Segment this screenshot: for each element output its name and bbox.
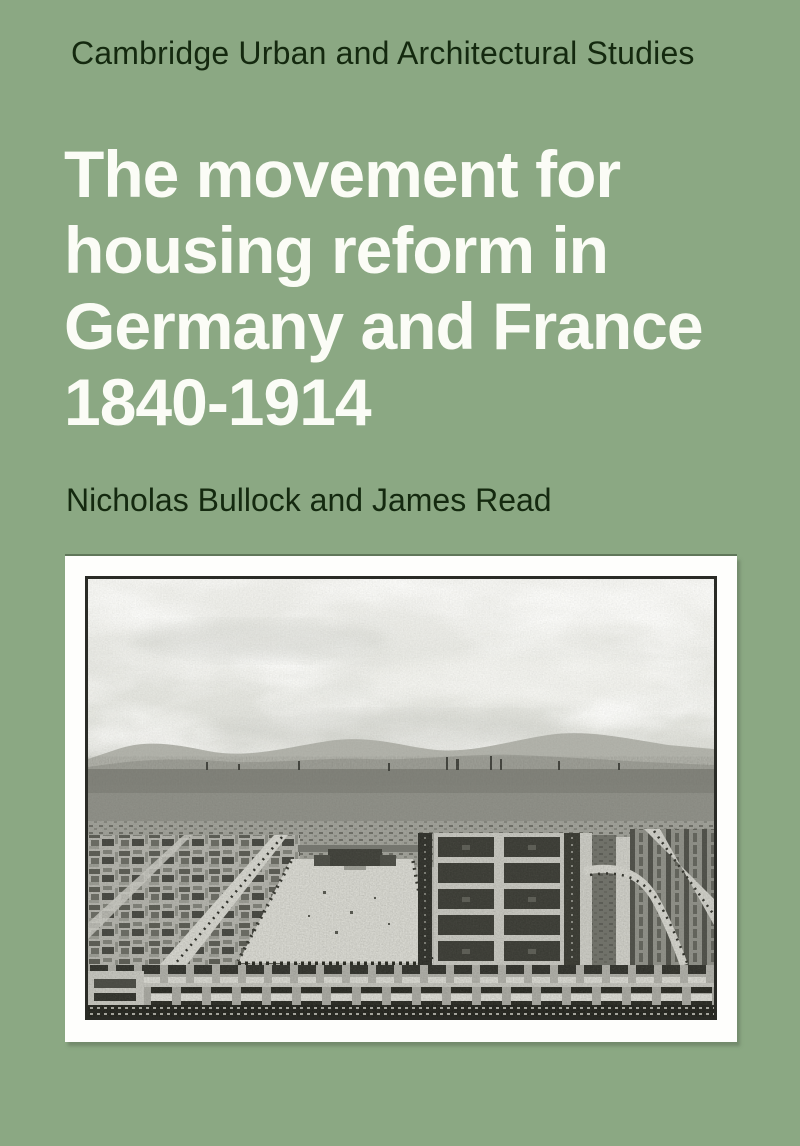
author-names: Nicholas Bullock and James Read: [66, 482, 552, 518]
book-title: [64, 136, 703, 440]
title-line-1: The movement for: [64, 137, 621, 211]
title-line-3: Germany and France: [64, 289, 703, 363]
aerial-city-engraving: [85, 576, 717, 1020]
series-title: Cambridge Urban and Architectural Studies: [71, 35, 695, 71]
title-line-2: housing reform in: [64, 213, 608, 287]
illustration-frame: [65, 556, 737, 1042]
aerial-city-engraving-svg: [88, 579, 714, 1017]
engraving-grain: [88, 579, 714, 1017]
title-line-4: 1840-1914: [64, 365, 371, 439]
